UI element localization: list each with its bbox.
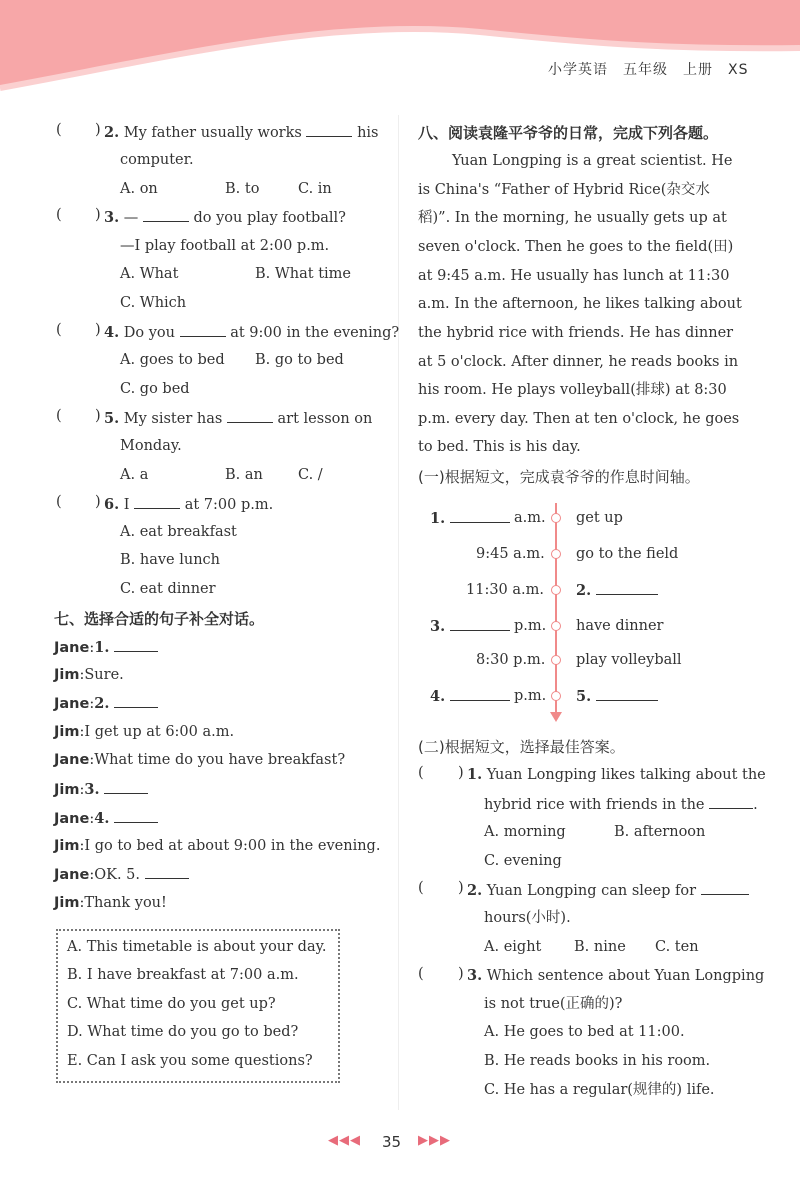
dialog-line-6 bbox=[54, 779, 148, 800]
rq3-stem bbox=[467, 966, 764, 986]
timeline-time-4: p.m. bbox=[514, 618, 547, 634]
rq2-option-b[interactable]: B. nine bbox=[574, 939, 626, 955]
q4-stem bbox=[104, 322, 399, 343]
passage-line-8: at 5 o'clock. After dinner, he reads books in bbox=[418, 354, 739, 370]
q2-text-b: his bbox=[357, 125, 379, 141]
dialog-sep: : bbox=[89, 752, 95, 768]
rq1-option-b[interactable]: B. afternoon bbox=[614, 824, 706, 840]
dialog-sep: : bbox=[89, 867, 95, 883]
dialog-line-5 bbox=[54, 750, 345, 770]
rq2-option-c[interactable]: C. ten bbox=[655, 939, 699, 955]
q4-option-c[interactable]: C. go bed bbox=[120, 381, 190, 397]
sub1-title: (一)根据短文，完成袁爷爷的作息时间轴。 bbox=[418, 468, 700, 486]
q4-paren-close: ) bbox=[95, 322, 101, 338]
timeline-event-2: go to the field bbox=[576, 546, 679, 562]
dialog-line-3 bbox=[54, 693, 158, 714]
timeline-event-4: have dinner bbox=[576, 618, 664, 634]
passage-line-10: p.m. every day. Then at ten o'clock, he goes bbox=[418, 411, 740, 427]
timeline-event-5: play volleyball bbox=[576, 652, 682, 668]
q3-paren: ( bbox=[56, 207, 62, 223]
dialog-sep: : bbox=[79, 838, 85, 854]
dialog-sep: : bbox=[89, 811, 95, 827]
dialog-sep: : bbox=[89, 640, 95, 656]
rq1-line2 bbox=[484, 794, 758, 815]
q3-option-c[interactable]: C. Which bbox=[120, 295, 187, 311]
passage-line-11: to bed. This is his day. bbox=[418, 439, 581, 455]
dialog-speaker: Jane bbox=[54, 696, 90, 712]
q6-stem bbox=[104, 494, 273, 515]
q2-paren-close: ) bbox=[95, 122, 101, 138]
timeline-row-4-left bbox=[430, 616, 510, 637]
dialog-speaker: Jane bbox=[54, 640, 90, 656]
q3-option-b[interactable]: B. What time bbox=[255, 266, 351, 282]
option-d[interactable]: D. What time do you go to bed? bbox=[67, 1024, 299, 1040]
rq2-number: 2. bbox=[467, 882, 483, 899]
rq3-number: 3. bbox=[467, 967, 483, 984]
q6-option-c[interactable]: C. eat dinner bbox=[120, 581, 216, 597]
timeline-num: 4. bbox=[430, 688, 446, 705]
q3-line2: —I play football at 2:00 p.m. bbox=[120, 238, 330, 254]
q5-stem bbox=[104, 408, 372, 429]
dialog-blank-4[interactable] bbox=[114, 808, 158, 823]
rq1-option-c[interactable]: C. evening bbox=[484, 853, 562, 869]
option-b[interactable]: B. I have breakfast at 7:00 a.m. bbox=[67, 967, 299, 983]
q2-line2: computer. bbox=[120, 152, 194, 168]
rq2-stem bbox=[467, 880, 749, 901]
q2-paren: ( bbox=[56, 122, 62, 138]
dialog-line-10 bbox=[54, 893, 167, 913]
passage-line-5: at 9:45 a.m. He usually has lunch at 11:30 bbox=[418, 268, 730, 284]
q5-paren: ( bbox=[56, 408, 62, 424]
timeline-arrow-icon bbox=[550, 712, 562, 722]
sub2-title: (二)根据短文，选择最佳答案。 bbox=[418, 738, 625, 756]
dialog-sep: : bbox=[79, 724, 85, 740]
prev-arrows-icon: ◀◀◀ bbox=[328, 1133, 361, 1148]
timeline-dot bbox=[551, 621, 561, 631]
q5-number: 5. bbox=[104, 410, 120, 427]
page-number: 35 bbox=[382, 1133, 402, 1151]
timeline-time-3: 11:30 a.m. bbox=[466, 582, 545, 598]
rq2-line2: hours(小时). bbox=[484, 910, 571, 926]
option-e[interactable]: E. Can I ask you some questions? bbox=[67, 1053, 313, 1069]
rq1-stem bbox=[467, 765, 766, 785]
q6-text-a: I bbox=[123, 497, 130, 513]
q5-option-a[interactable]: A. a bbox=[120, 467, 149, 483]
passage-line-7: the hybrid rice with friends. He has dinner bbox=[418, 325, 734, 341]
rq1-line1: Yuan Longping likes talking about the bbox=[486, 767, 766, 783]
timeline-blank-2[interactable] bbox=[596, 580, 658, 595]
dialog-sep: : bbox=[79, 667, 85, 683]
dialog-line-2 bbox=[54, 665, 124, 685]
timeline-axis bbox=[555, 503, 557, 717]
rq3-paren-close: ) bbox=[458, 966, 464, 982]
dialog-sep: : bbox=[89, 696, 95, 712]
passage-line-4: seven o'clock. Then he goes to the field(田) bbox=[418, 239, 734, 255]
q3-number: 3. bbox=[104, 209, 120, 226]
rq2-blank[interactable] bbox=[701, 880, 749, 895]
q6-paren: ( bbox=[56, 494, 62, 510]
dialog-speaker: Jim bbox=[54, 838, 80, 854]
timeline-num: 5. bbox=[576, 688, 592, 705]
rq3-line1: Which sentence about Yuan Longping bbox=[486, 968, 765, 984]
option-a[interactable]: A. This timetable is about your day. bbox=[67, 939, 327, 955]
timeline-row-6-left bbox=[430, 686, 510, 707]
passage-line-9: his room. He plays volleyball(排球) at 8:30 bbox=[418, 382, 727, 398]
dialog-text: Sure. bbox=[84, 667, 124, 683]
section8-title: 八、阅读袁隆平爷爷的日常，完成下列各题。 bbox=[418, 124, 719, 142]
option-c[interactable]: C. What time do you get up? bbox=[67, 996, 276, 1012]
timeline-num: 1. bbox=[430, 510, 446, 527]
q6-option-b[interactable]: B. have lunch bbox=[120, 552, 221, 568]
q4-text-a: Do you bbox=[123, 325, 175, 341]
passage-line-1: Yuan Longping is a great scientist. He bbox=[452, 153, 733, 169]
dialog-text: 3. bbox=[84, 781, 100, 798]
q4-number: 4. bbox=[104, 324, 120, 341]
rq1-blank[interactable] bbox=[709, 794, 753, 809]
q3-option-a[interactable]: A. What bbox=[120, 266, 179, 282]
header-banner bbox=[0, 0, 800, 100]
q4-paren: ( bbox=[56, 322, 62, 338]
dialog-sep: : bbox=[79, 782, 85, 798]
dialog-text: 4. bbox=[94, 810, 110, 827]
rq1-paren: ( bbox=[418, 765, 424, 781]
rq3-option-a[interactable]: A. He goes to bed at 11:00. bbox=[484, 1024, 685, 1040]
q2-blank[interactable] bbox=[306, 122, 352, 137]
rq2-line1: Yuan Longping can sleep for bbox=[486, 883, 696, 899]
q3-text-a: — bbox=[123, 210, 139, 226]
timeline-time-6: p.m. bbox=[514, 688, 547, 704]
q6-blank[interactable] bbox=[134, 494, 180, 509]
dialog-speaker: Jim bbox=[54, 782, 80, 798]
dialog-text: 1. bbox=[94, 639, 110, 656]
q2-option-b[interactable]: B. to bbox=[225, 181, 260, 197]
timeline-blank-4[interactable] bbox=[450, 686, 510, 701]
dialog-blank-5[interactable] bbox=[145, 864, 189, 879]
timeline-event-3 bbox=[576, 580, 658, 601]
q6-number: 6. bbox=[104, 496, 120, 513]
q5-blank[interactable] bbox=[227, 408, 273, 423]
rq3-paren: ( bbox=[418, 966, 424, 982]
rq2-paren: ( bbox=[418, 880, 424, 896]
rq1-number: 1. bbox=[467, 766, 483, 783]
timeline-event-6 bbox=[576, 686, 658, 707]
timeline-dot bbox=[551, 691, 561, 701]
rq3-line2: is not true(正确的)? bbox=[484, 996, 623, 1012]
q3-blank[interactable] bbox=[143, 207, 189, 222]
timeline-blank-3[interactable] bbox=[450, 616, 510, 631]
q6-paren-close: ) bbox=[95, 494, 101, 510]
dialog-line-4 bbox=[54, 722, 234, 742]
timeline-dot bbox=[551, 655, 561, 665]
dialog-blank-1[interactable] bbox=[114, 637, 158, 652]
dialog-text: I get up at 6:00 a.m. bbox=[84, 724, 235, 740]
dialog-line-7 bbox=[54, 808, 158, 829]
dialog-text: What time do you have breakfast? bbox=[94, 752, 346, 768]
passage-line-6: a.m. In the afternoon, he likes talking about bbox=[418, 296, 742, 312]
dialog-speaker: Jane bbox=[54, 752, 90, 768]
q4-blank[interactable] bbox=[180, 322, 226, 337]
q4-option-b[interactable]: B. go to bed bbox=[255, 352, 344, 368]
q3-text-b: do you play football? bbox=[193, 210, 346, 226]
timeline-num: 3. bbox=[430, 618, 446, 635]
timeline-time-2: 9:45 a.m. bbox=[476, 546, 545, 562]
timeline-row-1-left bbox=[430, 508, 510, 529]
dialog-speaker: Jane bbox=[54, 811, 90, 827]
q5-text-a: My sister has bbox=[123, 411, 223, 427]
q6-text-b: at 7:00 p.m. bbox=[184, 497, 274, 513]
rq1-option-a[interactable]: A. morning bbox=[484, 824, 566, 840]
q6-option-a[interactable]: A. eat breakfast bbox=[120, 524, 237, 540]
q5-line2: Monday. bbox=[120, 438, 182, 454]
rq2-paren-close: ) bbox=[458, 880, 464, 896]
dialog-speaker: Jane bbox=[54, 867, 90, 883]
dialog-speaker: Jim bbox=[54, 667, 80, 683]
next-arrows-icon: ▶▶▶ bbox=[418, 1133, 451, 1148]
timeline-dot bbox=[551, 549, 561, 559]
dialog-line-8 bbox=[54, 836, 380, 856]
timeline-time-1: a.m. bbox=[514, 510, 546, 526]
timeline-dot bbox=[551, 585, 561, 595]
header-label: 小学英语 五年级 上册 XS bbox=[548, 62, 749, 78]
q4-text-b: at 9:00 in the evening? bbox=[230, 325, 400, 341]
q5-option-c[interactable]: C. / bbox=[298, 467, 323, 483]
q2-text-a: My father usually works bbox=[123, 125, 302, 141]
dialog-text: OK. 5. bbox=[94, 867, 141, 883]
q5-paren-close: ) bbox=[95, 408, 101, 424]
timeline-num: 2. bbox=[576, 582, 592, 599]
dialog-blank-3[interactable] bbox=[104, 779, 148, 794]
rq3-option-c[interactable]: C. He has a regular(规律的) life. bbox=[484, 1082, 715, 1098]
timeline-blank-5[interactable] bbox=[596, 686, 658, 701]
q3-paren-close: ) bbox=[95, 207, 101, 223]
section7-title: 七、选择合适的句子补全对话。 bbox=[54, 610, 265, 628]
q3-stem bbox=[104, 207, 346, 228]
q2-option-c[interactable]: C. in bbox=[298, 181, 332, 197]
timeline-blank-1[interactable] bbox=[450, 508, 510, 523]
rq1-paren-close: ) bbox=[458, 765, 464, 781]
passage-line-2: is China's “Father of Hybrid Rice(杂交水 bbox=[418, 182, 710, 198]
timeline-time-5: 8:30 p.m. bbox=[476, 652, 546, 668]
dialog-speaker: Jim bbox=[54, 895, 80, 911]
q2-number: 2. bbox=[104, 124, 120, 141]
rq1-end: . bbox=[753, 797, 758, 813]
dialog-blank-2[interactable] bbox=[114, 693, 158, 708]
dialog-speaker: Jim bbox=[54, 724, 80, 740]
q5-text-b: art lesson on bbox=[277, 411, 373, 427]
timeline-dot bbox=[551, 513, 561, 523]
timeline-event-1: get up bbox=[576, 510, 623, 526]
column-divider bbox=[398, 115, 399, 1110]
q2-option-a[interactable]: A. on bbox=[120, 181, 158, 197]
dialog-text: Thank you! bbox=[84, 895, 167, 911]
rq3-option-b[interactable]: B. He reads books in his room. bbox=[484, 1053, 711, 1069]
dialog-text: 2. bbox=[94, 695, 110, 712]
dialog-text: I go to bed at about 9:00 in the evening. bbox=[84, 838, 381, 854]
rq1-line2-text: hybrid rice with friends in the bbox=[484, 797, 705, 813]
dialog-sep: : bbox=[79, 895, 85, 911]
dialog-line-1 bbox=[54, 637, 158, 658]
q5-option-b[interactable]: B. an bbox=[225, 467, 263, 483]
q2-stem bbox=[104, 122, 378, 143]
dialog-line-9 bbox=[54, 864, 189, 885]
rq2-option-a[interactable]: A. eight bbox=[484, 939, 542, 955]
q4-option-a[interactable]: A. goes to bed bbox=[120, 352, 225, 368]
passage-line-3: 稻)”. In the morning, he usually gets up at bbox=[418, 210, 727, 226]
